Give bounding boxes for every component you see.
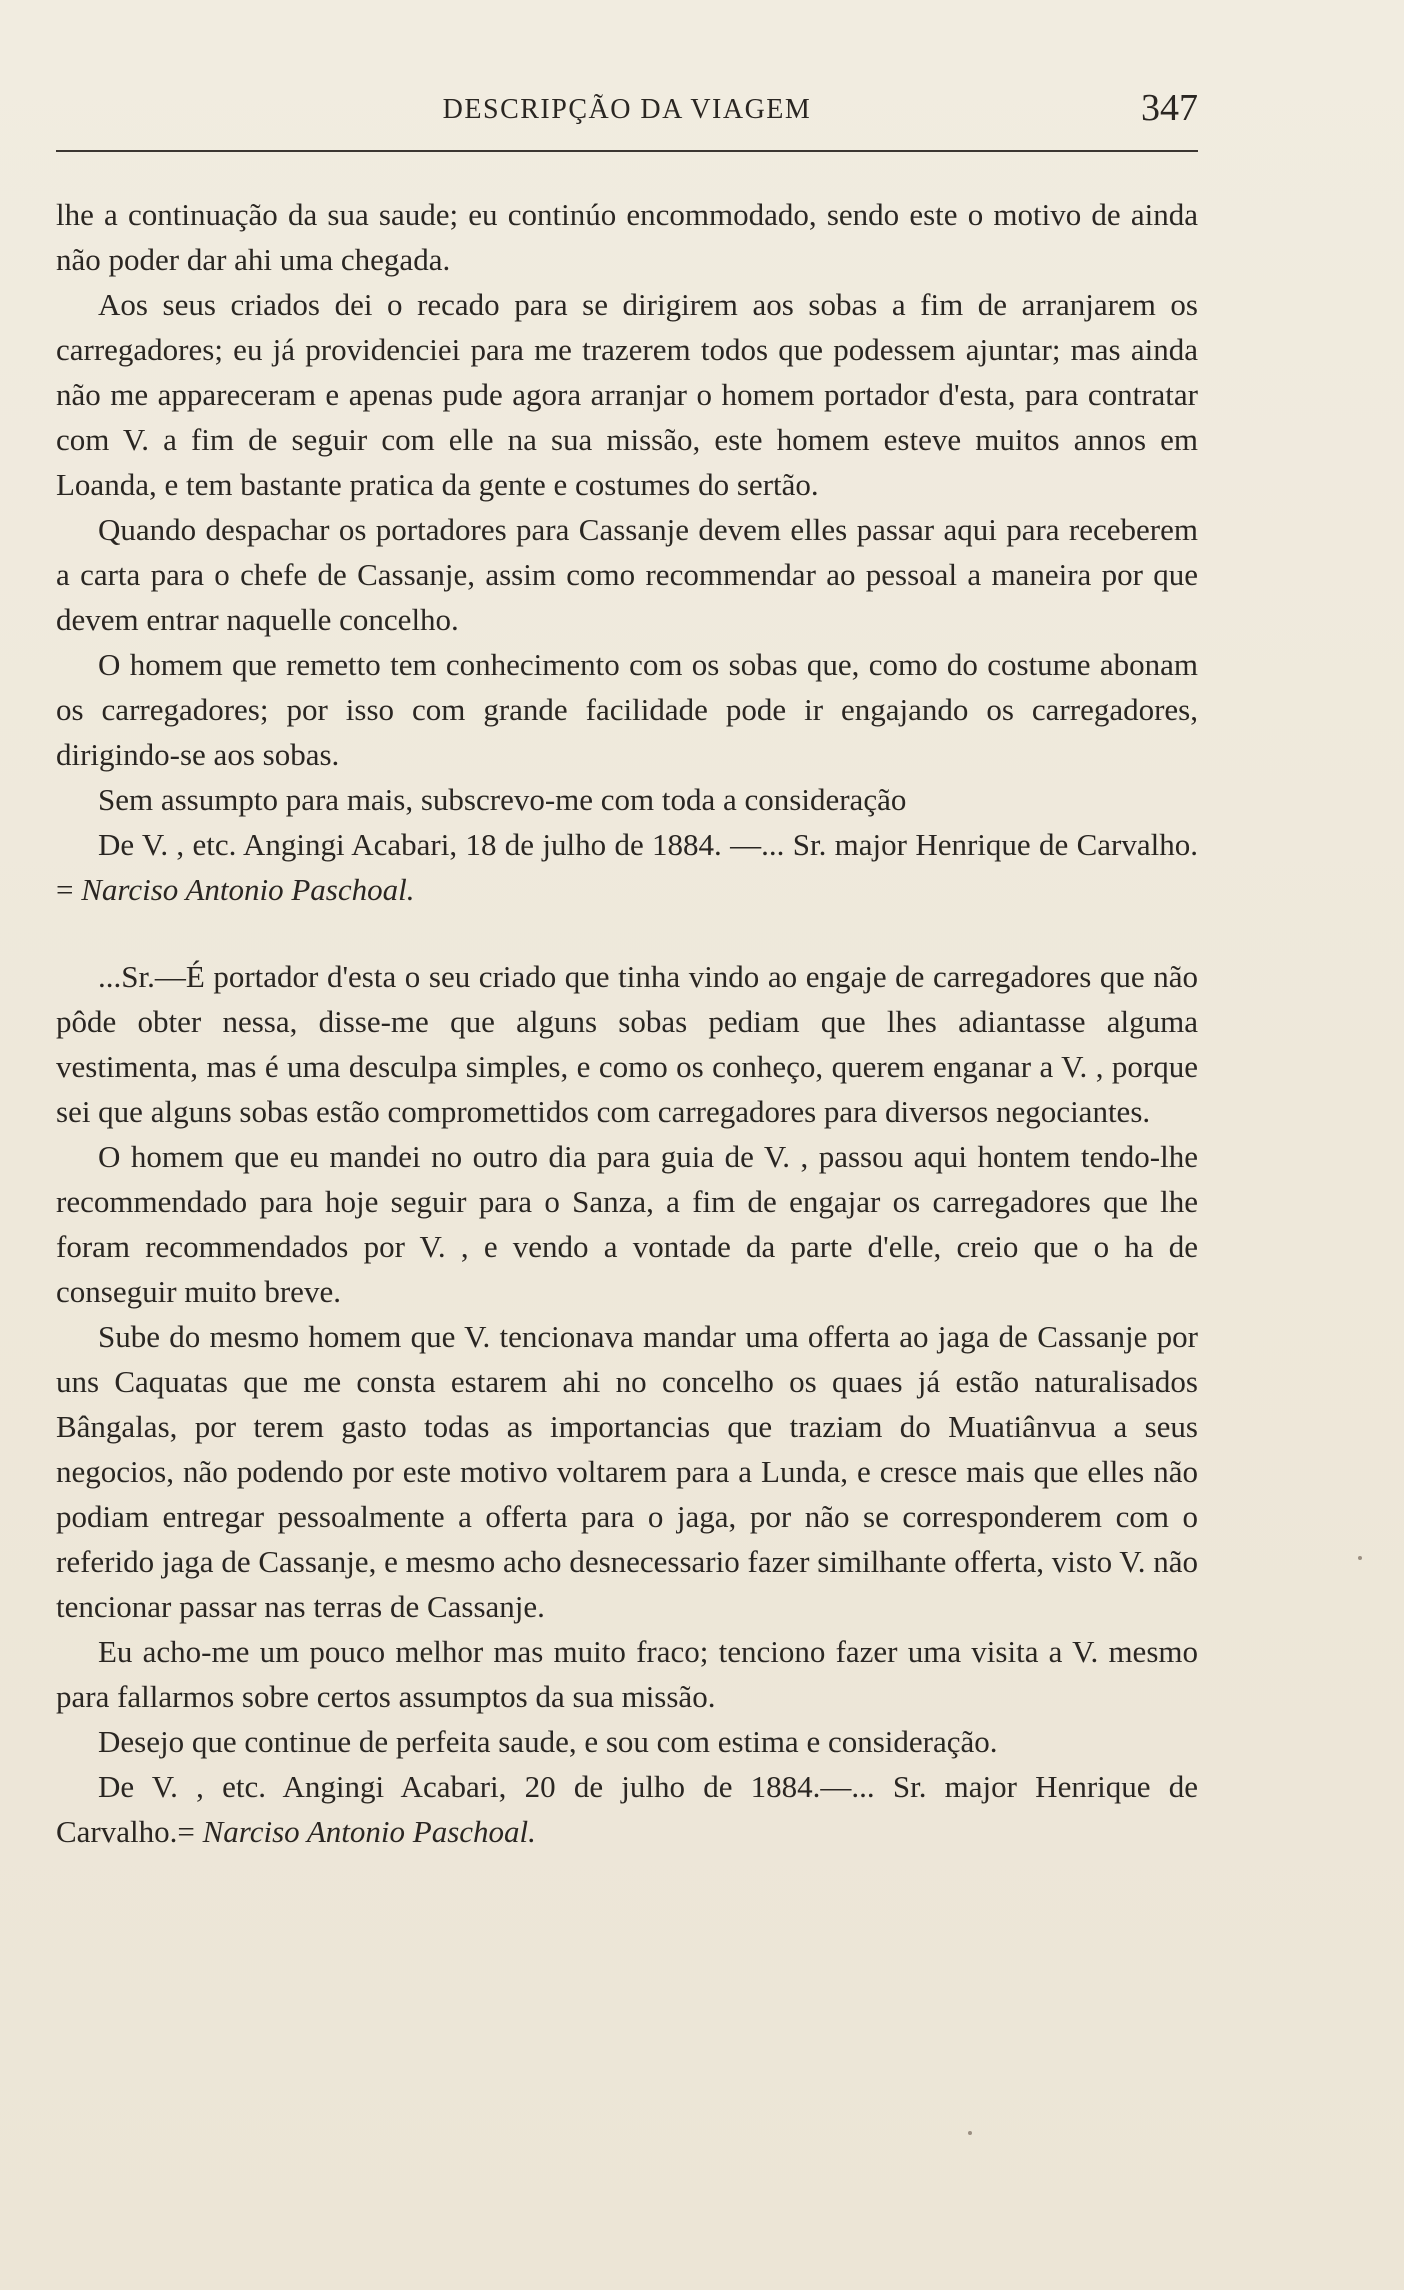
paragraph-4: O homem que remetto tem conhecimento com os sobas que, como do costume abonam os carregadores; por isso com grande facilidade pode ir engajando os carregadores, dirigindo-se aos sobas. <box>56 647 1198 772</box>
paragraph-1: lhe a continuação da sua saude; eu continúo encommodado, sendo este o motivo de ainda não poder dar ahi uma chegada. <box>56 197 1198 277</box>
paragraph-5: Sem assumpto para mais, subscrevo-me com toda a consideração <box>98 782 907 817</box>
paper-speck <box>968 2131 972 2135</box>
page-number: 347 <box>1141 87 1198 129</box>
header-rule <box>56 150 1198 152</box>
paragraph-3: Quando despachar os portadores para Cassanje devem elles passar aqui para receberem a carta para o chefe de Cassanje, assim como recommendar ao pessoal a maneira por que devem entrar naquelle concelho. <box>56 512 1198 637</box>
closing-1 <box>56 822 1198 912</box>
paper-speck <box>1358 1556 1362 1560</box>
paragraph-6: ...Sr.—É portador d'esta o seu criado que tinha vindo ao engaje de carregadores que não pôde obter nessa, disse-me que alguns sobas pediam que lhes adiantasse alguma vestimenta, mas é uma desculpa simples, e como os conheço, querem enganar a V. , porque sei que alguns sobas estão compromettidos com carregadores para diversos negociantes. <box>56 959 1198 1129</box>
closing-2-signature: Narciso Antonio Paschoal. <box>202 1814 536 1849</box>
paragraph-9: Eu acho-me um pouco melhor mas muito fraco; tenciono fazer uma visita a V. mesmo para fallarmos sobre certos assumptos da sua missão. <box>56 1634 1198 1714</box>
closing-2-text: De V. , etc. Angingi Acabari, 20 de julho de 1884.—... Sr. major Henrique de Carvalho.= <box>56 1769 1198 1849</box>
page-header <box>56 86 1198 130</box>
closing-2 <box>56 1764 1198 1854</box>
paragraph-8: Sube do mesmo homem que V. tencionava mandar uma offerta ao jaga de Cassanje por uns Caquatas que me consta estarem ahi no concelho os quaes já estão naturalisados Bângalas, por terem gasto todas as importancias que traziam do Muatiânvua a seus negocios, não podendo por este motivo voltarem para a Lunda, e cresce mais que elles não podiam entregar pessoalmente a offerta para o jaga, por não se corresponderem com o referido jaga de Cassanje, e mesmo acho desnecessario fazer similhante offerta, visto V. não tencionar passar nas terras de Cassanje. <box>56 1319 1198 1624</box>
closing-1-signature: Narciso Antonio Paschoal. <box>81 872 415 907</box>
paragraph-10: Desejo que continue de perfeita saude, e sou com estima e consideração. <box>98 1724 998 1759</box>
closing-1-text: De V. , etc. Angingi Acabari, 18 de julho de 1884. —... Sr. major Henrique de Carvalho. = <box>56 827 1198 907</box>
running-head: DESCRIPÇÃO DA VIAGEM <box>442 94 812 125</box>
paragraph-2: Aos seus criados dei o recado para se dirigirem aos sobas a fim de arranjarem os carregadores; eu já providenciei para me trazerem todos que podessem ajuntar; mas ainda não me appareceram e apenas pude agora arranjar o homem portador d'esta, para contratar com V. a fim de seguir com elle na sua missão, este homem esteve muitos annos em Loanda, e tem bastante pratica da gente e costumes do sertão. <box>56 287 1198 502</box>
paragraph-7: O homem que eu mandei no outro dia para guia de V. , passou aqui hontem tendo-lhe recommendado para hoje seguir para o Sanza, a fim de engajar os carregadores que lhe foram recommendados por V. , e vendo a vontade da parte d'elle, creio que o ha de conseguir muito breve. <box>56 1139 1198 1309</box>
body-text <box>56 192 1198 1854</box>
